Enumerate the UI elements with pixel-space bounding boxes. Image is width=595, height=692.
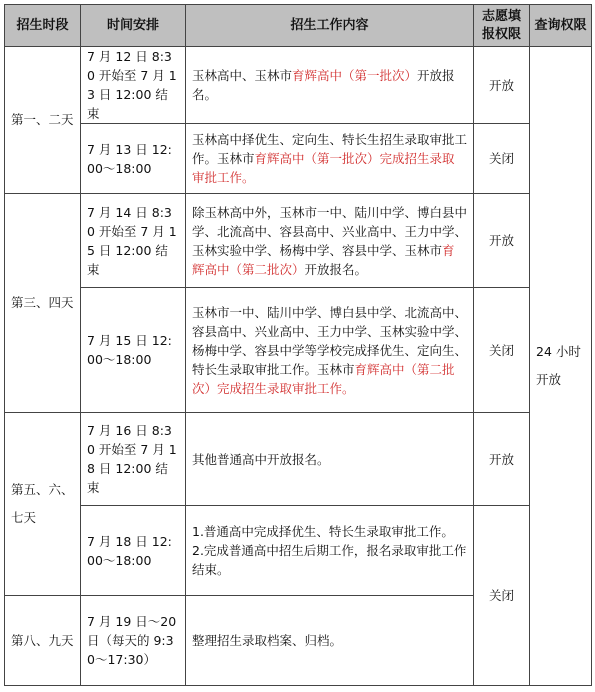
table-row [5, 194, 592, 288]
table-row [5, 288, 592, 413]
header-fill-permission: 志愿填报权限 [474, 5, 530, 47]
stage-days-8-9: 第八、九天 [5, 596, 81, 686]
work-cell: 玉林高中择优生、定向生、特长生招生录取审批工作。玉林市育辉高中（第一批次）完成招生录取审批工作。 [186, 124, 474, 194]
time-cell: 7 月 18 日 12:00～18:00 [81, 506, 186, 596]
enrollment-schedule-table [4, 4, 592, 686]
table-row [5, 124, 592, 194]
table-row [5, 413, 592, 506]
header-work: 招生工作内容 [186, 5, 474, 47]
time-cell: 7 月 14 日 8:30 开始至 7 月 15 日 12:00 结束 [81, 194, 186, 288]
fill-permission-cell: 开放 [474, 47, 530, 124]
time-cell: 7 月 13 日 12:00～18:00 [81, 124, 186, 194]
work-cell: 整理招生录取档案、归档。 [186, 596, 474, 686]
header-time: 时间安排 [81, 5, 186, 47]
stage-days-3-4: 第三、四天 [5, 194, 81, 413]
stage-days-1-2: 第一、二天 [5, 47, 81, 194]
fill-permission-cell: 开放 [474, 413, 530, 506]
work-cell: 玉林高中、玉林市育辉高中（第一批次）开放报名。 [186, 47, 474, 124]
fill-permission-cell: 关闭 [474, 288, 530, 413]
table-row [5, 506, 592, 596]
time-cell: 7 月 16 日 8:30 开始至 7 月 18 日 12:00 结束 [81, 413, 186, 506]
work-cell: 玉林市一中、陆川中学、博白县中学、北流高中、容县高中、兴业高中、王力中学、玉林实验中学、杨梅中学、容县中学等学校完成择优生、定向生、特长生录取审批工作。玉林市育辉高中（第二批次）完成招生录取审批工作。 [186, 288, 474, 413]
fill-permission-cell: 关闭 [474, 124, 530, 194]
table-row [5, 47, 592, 124]
header-query-permission: 查询权限 [530, 5, 592, 47]
time-cell: 7 月 12 日 8:30 开始至 7 月 13 日 12:00 结束 [81, 47, 186, 124]
work-cell: 除玉林高中外，玉林市一中、陆川中学、博白县中学、北流高中、容县高中、兴业高中、王力中学、玉林实验中学、杨梅中学、容县中学、玉林市育辉高中（第二批次）开放报名。 [186, 194, 474, 288]
query-permission-cell: 24 小时开放 [530, 47, 592, 686]
header-row [5, 5, 592, 47]
stage-days-5-7: 第五、六、七天 [5, 413, 81, 596]
work-cell: 1.普通高中完成择优生、特长生录取审批工作。 2.完成普通高中招生后期工作，报名录取审批工作结束。 [186, 506, 474, 596]
fill-permission-cell-closed: 关闭 [474, 506, 530, 686]
time-cell: 7 月 19 日～20 日（每天的 9:30～17:30） [81, 596, 186, 686]
header-stage: 招生时段 [5, 5, 81, 47]
time-cell: 7 月 15 日 12:00～18:00 [81, 288, 186, 413]
fill-permission-cell: 开放 [474, 194, 530, 288]
work-cell: 其他普通高中开放报名。 [186, 413, 474, 506]
